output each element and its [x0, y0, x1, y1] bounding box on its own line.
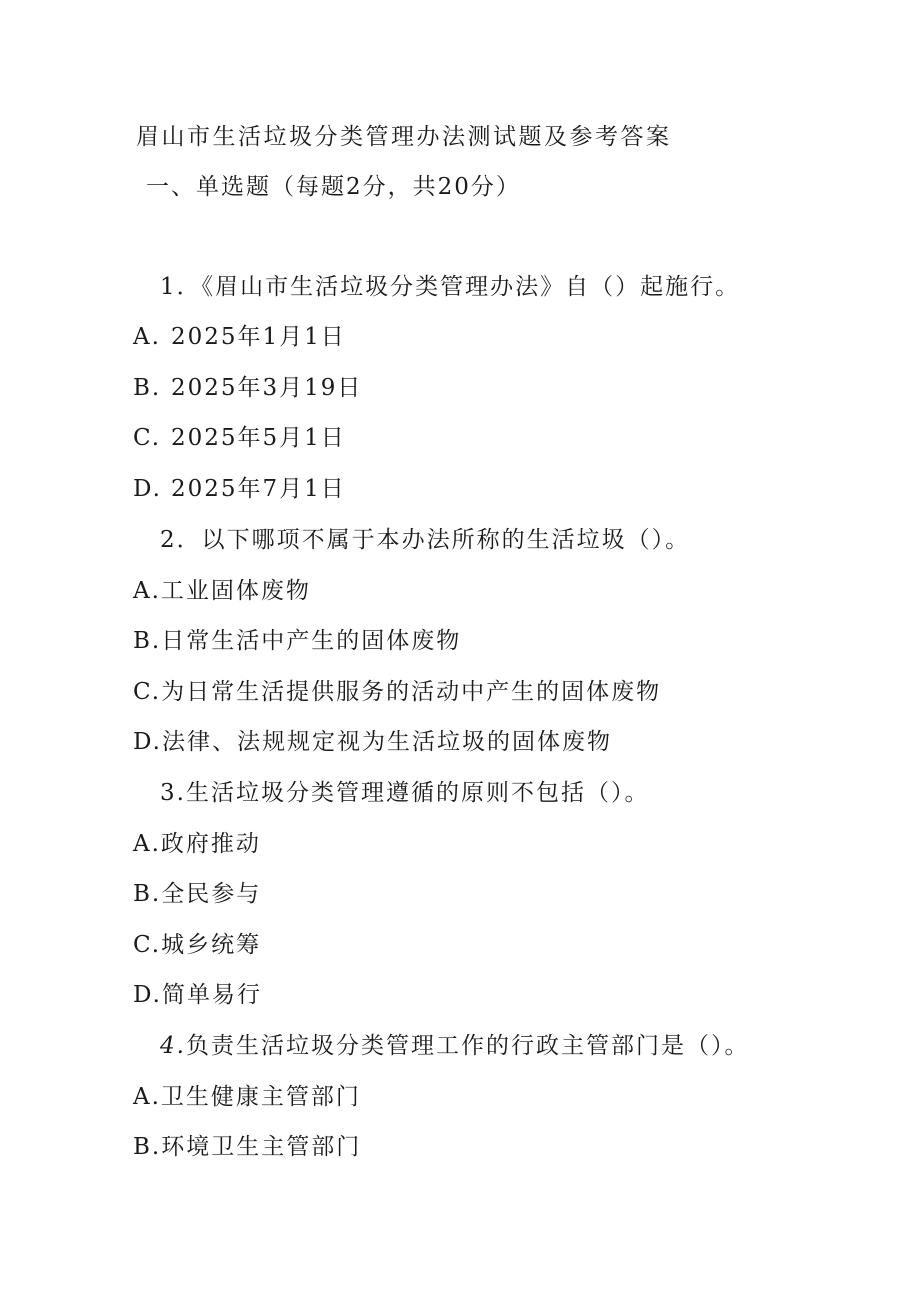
option-text: 2025年7月1日 [171, 476, 346, 502]
option-text: 日常生活中产生的固体废物 [161, 628, 462, 654]
option-text: 环境卫生主管部门 [161, 1134, 362, 1160]
question-1-option-b [133, 373, 362, 403]
question-1-option-d [133, 474, 346, 504]
option-key: B. [133, 628, 162, 654]
question-1-option-a [133, 322, 346, 352]
question-text: 负责生活垃圾分类管理工作的行政主管部门是（）。 [185, 1033, 750, 1059]
question-1-option-c [133, 423, 346, 453]
option-text: 工业固体废物 [160, 578, 311, 604]
option-text: 政府推动 [160, 831, 261, 857]
question-4-option-a [133, 1082, 361, 1112]
question-2-option-a [133, 576, 311, 606]
section-heading: 一、单选题（每题2分，共20分） [146, 174, 521, 200]
option-key: B. [133, 1134, 162, 1160]
page-title: 眉山市生活垃圾分类管理办法测试题及参考答案 [136, 124, 672, 150]
option-text: 简单易行 [161, 982, 262, 1008]
option-text: 2025年1月1日 [171, 324, 346, 350]
option-key: A. [133, 324, 161, 350]
option-key: A. [133, 578, 161, 604]
option-key: B. [133, 881, 162, 907]
question-3-option-c [133, 930, 261, 960]
option-text: 2025年3月19日 [171, 375, 363, 401]
option-key: C. [133, 932, 162, 958]
question-2-stem: 2．以下哪项不属于本办法所称的生活垃圾（）。 [160, 527, 691, 553]
option-key: A. [133, 1084, 161, 1110]
option-key: D. [133, 476, 162, 502]
question-3-option-b [133, 879, 261, 909]
question-3-stem: 3.生活垃圾分类管理遵循的原则不包括（）。 [160, 780, 650, 806]
option-key: D. [133, 729, 162, 755]
option-text: 法律、法规规定视为生活垃圾的固体废物 [161, 729, 612, 755]
question-2-option-d [133, 727, 612, 757]
option-text: 2025年5月1日 [171, 425, 346, 451]
question-2-option-c [133, 677, 661, 707]
question-1-stem: 1．《眉山市生活垃圾分类管理办法》自（）起施行。 [160, 274, 741, 300]
question-3-option-a [133, 829, 261, 859]
question-4-stem [160, 1031, 749, 1061]
option-text: 城乡统筹 [161, 932, 262, 958]
question-2-option-b [133, 626, 461, 656]
option-key: C. [133, 425, 162, 451]
question-4-option-b [133, 1132, 361, 1162]
option-text: 卫生健康主管部门 [160, 1084, 361, 1110]
option-key: C. [133, 679, 162, 705]
question-3-option-d [133, 980, 262, 1010]
option-text: 为日常生活提供服务的活动中产生的固体废物 [161, 679, 662, 705]
question-number: 4. [160, 1033, 186, 1059]
option-text: 全民参与 [161, 881, 262, 907]
option-key: A. [133, 831, 161, 857]
option-key: B. [133, 375, 162, 401]
option-key: D. [133, 982, 162, 1008]
